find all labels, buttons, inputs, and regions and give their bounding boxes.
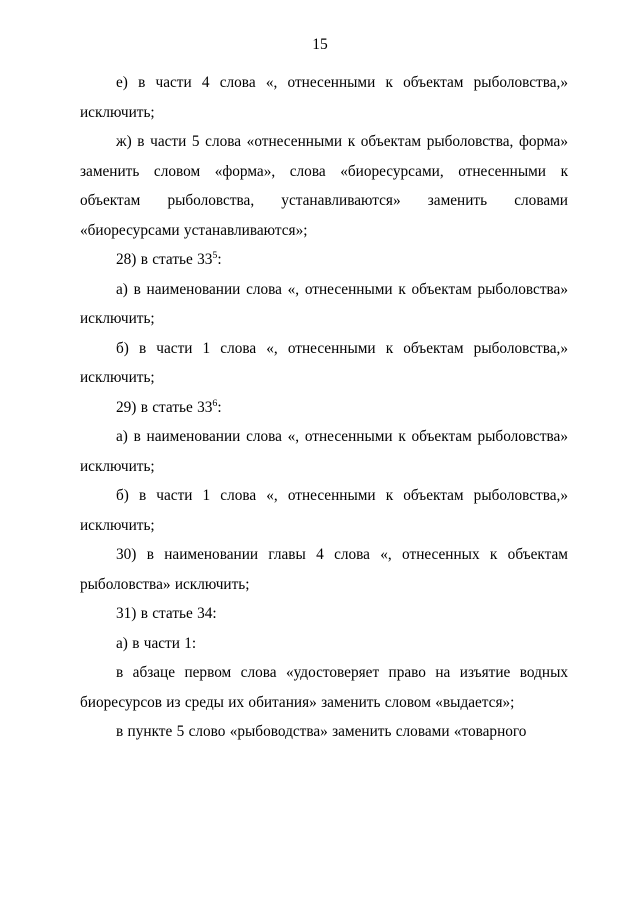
page-number: 15 <box>312 36 328 53</box>
paragraph-31: 31) в статье 34: <box>116 605 217 622</box>
paragraph-31-a-subitem-1: в абзаце первом слова «удостоверяет право на изъятие водных биоресурсов из среды их обитания» заменить словом «выдается»; <box>80 664 568 711</box>
paragraph-28-b: б) в части 1 слова «, отнесенными к объектам рыболовства,» исключить; <box>80 339 568 386</box>
paragraph-zh: ж) в части 5 слова «отнесенными к объектам рыболовства, форма» заменить словом «форма», слова «биоресурсами, отнесенными к объектам рыболовства, устанавливаются» заменить словами «биоресурсами устанавливаются»; <box>80 133 568 239</box>
document-body <box>80 68 568 747</box>
paragraph-31-a-subitem-2: в пункте 5 слово «рыбоводства» заменить словами «товарного <box>116 723 527 740</box>
paragraph-28-a: а) в наименовании слова «, отнесенными к объектам рыболовства» исключить; <box>80 280 568 327</box>
paragraph-e: е) в части 4 слова «, отнесенными к объектам рыболовства,» исключить; <box>80 74 568 121</box>
paragraph-31-a: а) в части 1: <box>116 634 197 652</box>
paragraph-29: 29) в статье $33^6$: <box>116 397 222 416</box>
paragraph-28: 28) в статье $33^5$: <box>116 249 222 268</box>
paragraph-29-b: б) в части 1 слова «, отнесенными к объектам рыболовства,» исключить; <box>80 487 568 534</box>
paragraph-29-a: а) в наименовании слова «, отнесенными к объектам рыболовства» исключить; <box>80 428 568 475</box>
paragraph-30: 30) в наименовании главы 4 слова «, отнесенных к объектам рыболовства» исключить; <box>80 546 568 593</box>
